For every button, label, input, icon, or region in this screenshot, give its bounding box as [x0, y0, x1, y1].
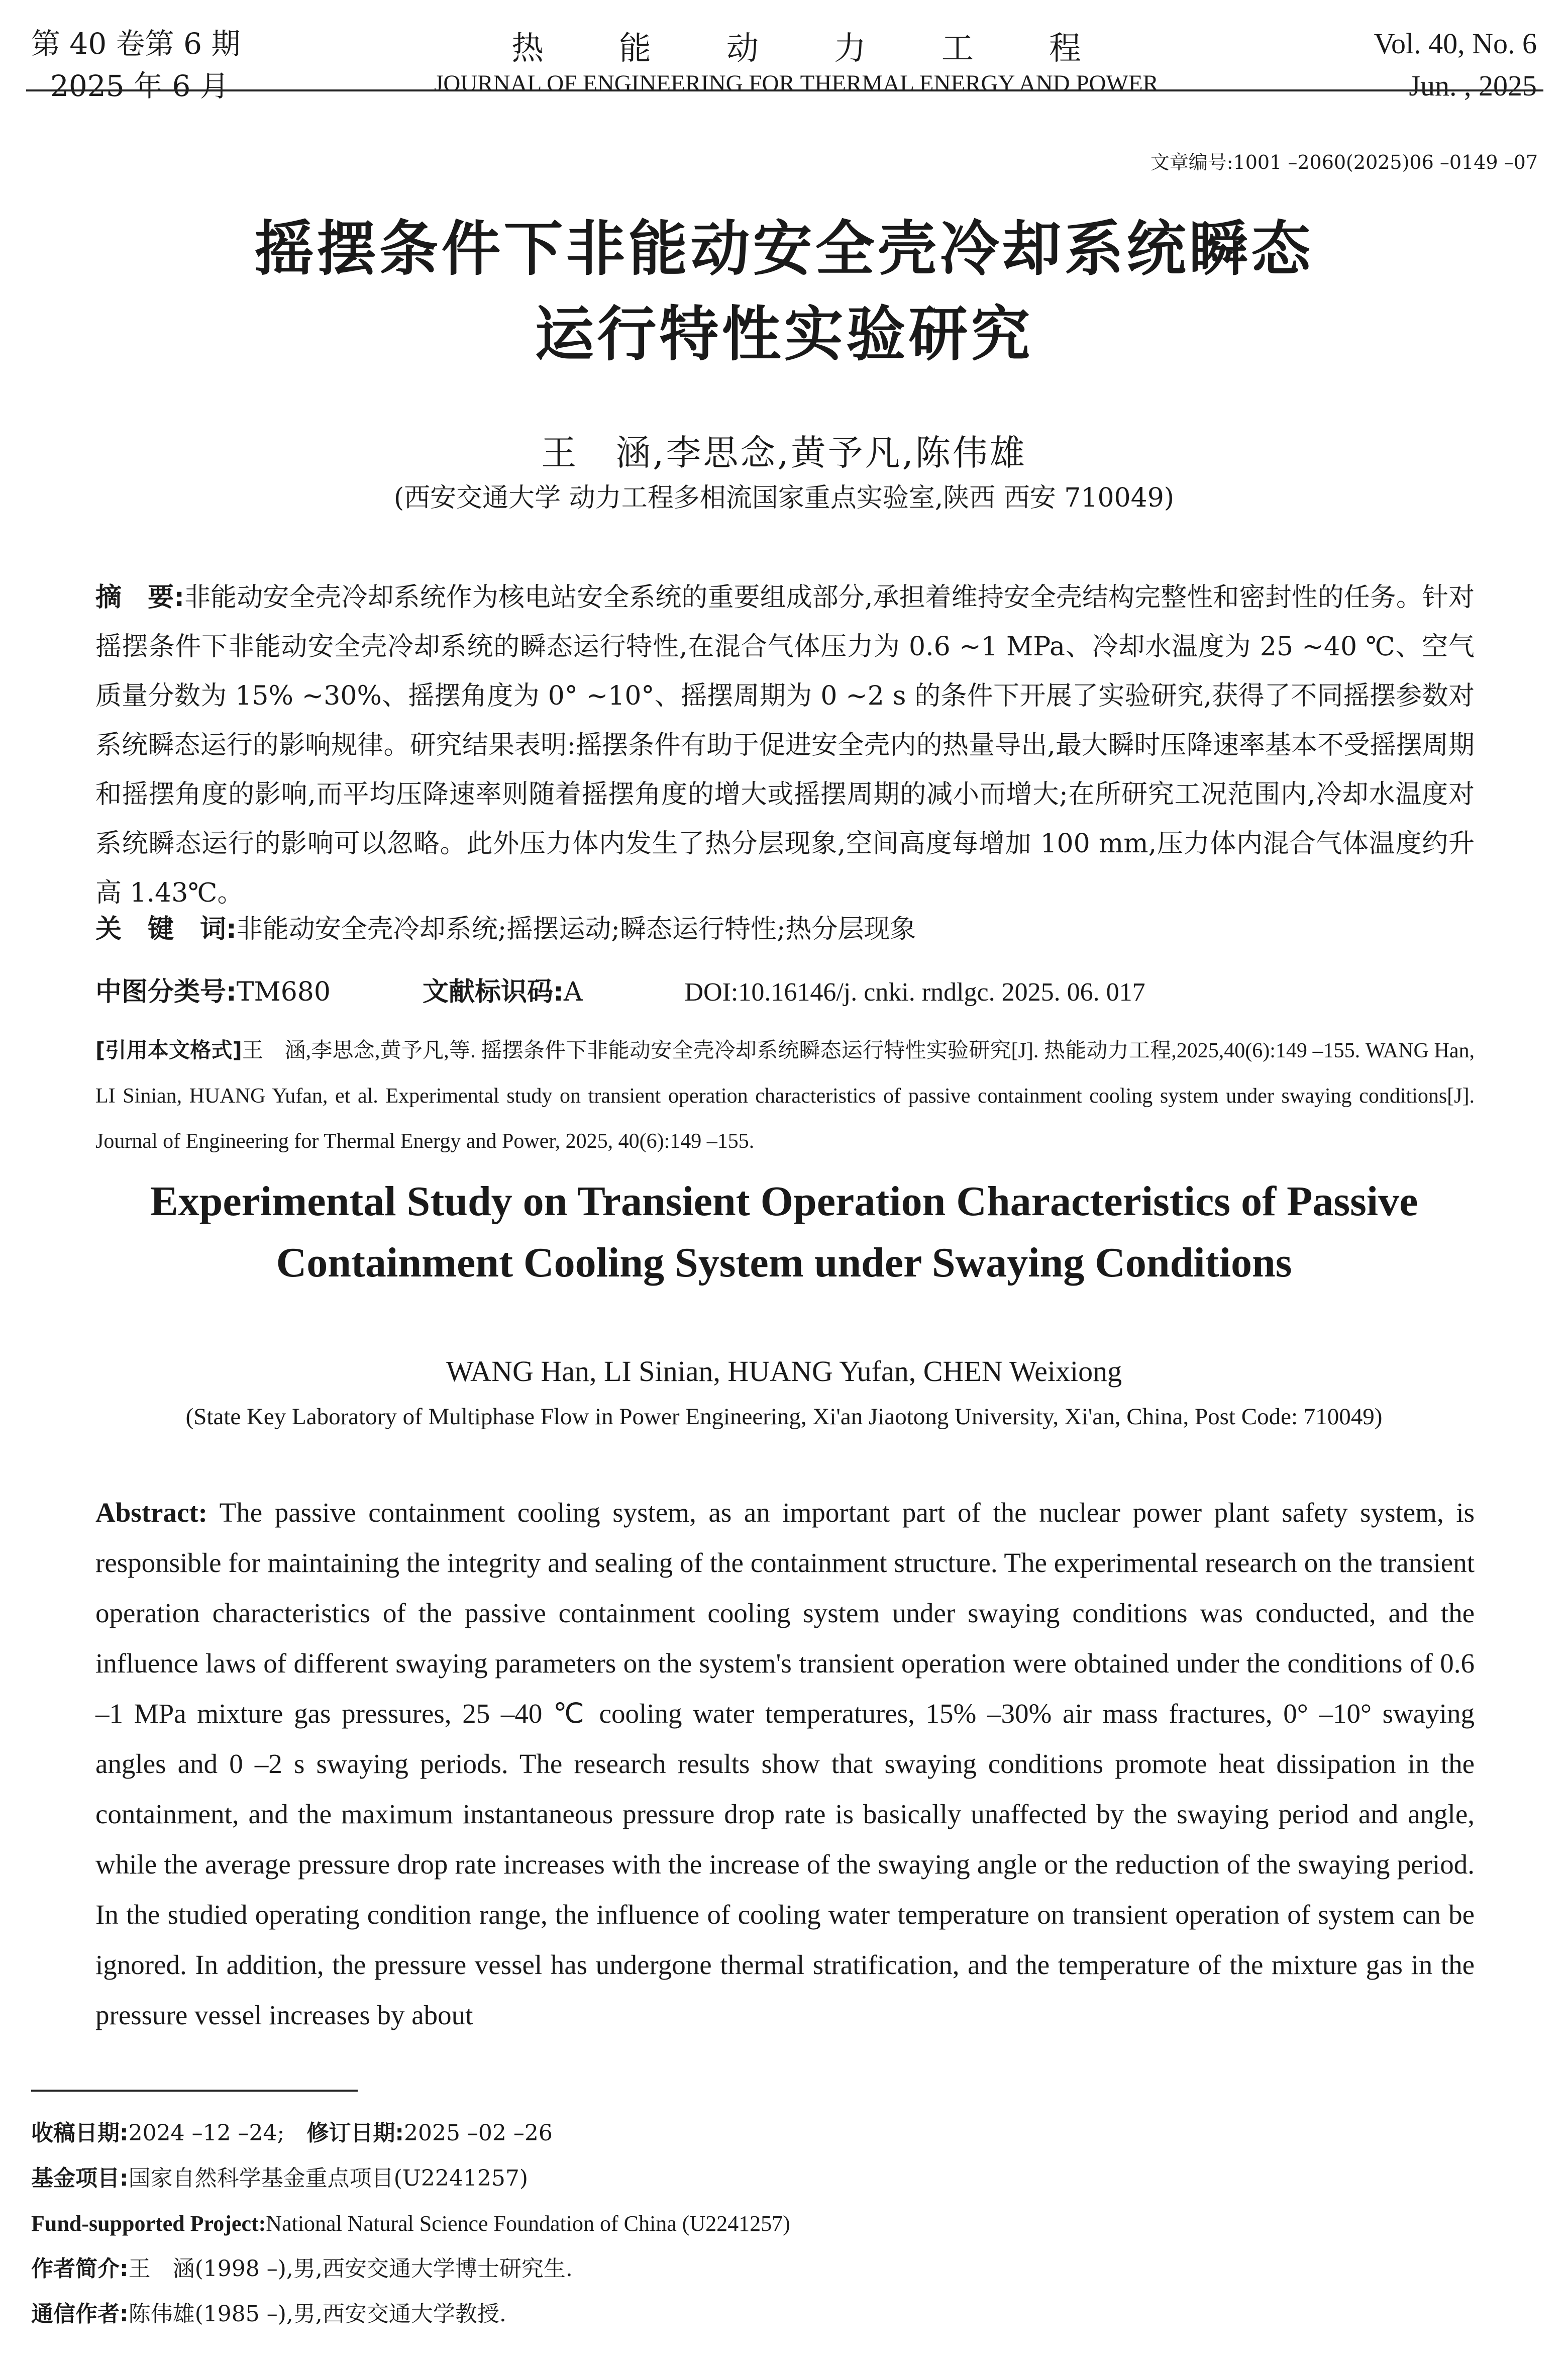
abstract-en-text: The passive containment cooling system, as an important part of the nuclear power plant safety system, is responsible for maintaining the integrity and sealing of the containment structure. The experimental research on the transient operation characteristics of the passive containment cooling system under swaying conditions was conducted, and the influence laws of different swaying parameters on the system's transient operation were obtained under the conditions of 0.6 –1 MPa mixture gas pressures, 25 –40 ℃ cooling water temperatures, 15% –30% air mass fractures, 0° –10° swaying angles and 0 –2 s swaying periods. The research results show that swaying conditions promote heat dissipation in the containment, and the maximum instantaneous pressure drop rate is basically unaffected by the swaying period and angle, while the average pressure drop rate increases with the increase of the swaying angle or the reduction of the swaying period. In the studied operating condition range, the influence of cooling water temperature on transient operation of system can be ignored. In addition, the pressure vessel has undergone thermal stratification, and the temperature of the mixture gas in the pressure vessel increases by about [95, 1497, 1475, 2030]
title-cn [0, 206, 1568, 377]
footnote-rule [31, 2090, 358, 2092]
footnote-fund-cn [31, 2163, 528, 2194]
citation [95, 1028, 1475, 1164]
date-cn: 2025 年 6 月 [50, 69, 229, 103]
citation-text: 王 涵,李思念,黄予凡,等. 摇摆条件下非能动安全壳冷却系统瞬态运行特性实验研究[J]. 热能动力工程,2025,40(6):149 –155. WANG Han, LI Sinian, HUANG Yufan, et al. Experimental study on transient operation characteristics of passive containment cooling system under swaying conditions[J]. Journal of Engineering for Thermal Energy and Power, 2025, 40(6):149 –155. [95, 1039, 1475, 1153]
footnote-author-bio [31, 2254, 573, 2284]
received-date: 2024 –12 –24; [128, 2120, 307, 2146]
clc-value: TM680 [236, 977, 331, 1007]
title-en [0, 1171, 1568, 1294]
header-center [384, 23, 1208, 97]
clc-label: 中图分类号: [95, 977, 237, 1007]
abstract-en-label: Abstract: [95, 1497, 207, 1528]
doi: DOI:10.16146/j. cnki. rndlgc. 2025. 06. 017 [684, 978, 1145, 1007]
authors-en: WANG Han, LI Sinian, HUANG Yufan, CHEN Weixiong [446, 1355, 1122, 1388]
footnote-corresponding [31, 2299, 506, 2329]
fund-cn-text: 国家自然科学基金重点项目(U2241257) [128, 2166, 528, 2191]
abstract-cn-label: 摘 要: [95, 582, 185, 613]
footnote-received [31, 2118, 553, 2148]
revised-date: 2025 –02 –26 [403, 2120, 553, 2146]
citation-label: [引用本文格式] [95, 1038, 242, 1062]
title-en-line-2: Containment Cooling System under Swaying Conditions [276, 1239, 1292, 1286]
article-number: 文章编号:1001 –2060(2025)06 –0149 –07 [1150, 151, 1538, 173]
authors-cn: 王 涵,李思念,黄予凡,陈伟雄 [541, 432, 1027, 473]
doc-code-value: A [563, 977, 583, 1007]
corresponding-text: 陈伟雄(1985 –),男,西安交通大学教授. [128, 2301, 506, 2327]
corresponding-label: 通信作者: [31, 2301, 129, 2327]
title-en-line-1: Experimental Study on Transient Operation Characteristics of Passive [150, 1178, 1418, 1225]
classification-line [95, 967, 1475, 1017]
affiliation-cn: (西安交通大学 动力工程多相流国家重点实验室,陕西 西安 710049) [393, 483, 1175, 513]
header-left [31, 23, 240, 107]
header-right [1374, 23, 1537, 107]
abstract-cn [95, 573, 1475, 918]
issue-cn: 第 40 卷第 6 期 [31, 27, 241, 61]
title-cn-line-2: 运行特性实验研究 [535, 300, 1033, 369]
title-cn-line-1: 摇摆条件下非能动安全壳冷却系统瞬态 [254, 214, 1314, 283]
doc-code-label: 文献标识码: [423, 977, 564, 1007]
journal-title-cn: 热能动力工程 [511, 30, 1157, 67]
fund-en-text: National Natural Science Foundation of China (U2241257) [266, 2211, 790, 2236]
author-bio-label: 作者简介: [31, 2256, 129, 2282]
revised-label: 修订日期: [306, 2120, 404, 2146]
abstract-cn-text: 非能动安全壳冷却系统作为核电站安全系统的重要组成部分,承担着维持安全壳结构完整性和密封性的任务。针对摇摆条件下非能动安全壳冷却系统的瞬态运行特性,在混合气体压力为 0.6 ~1 MPa、冷却水温度为 25 ~40 ℃、空气质量分数为 15% ~30%、摇摆角度为 0° ~10°、摇摆周期为 0 ~2 s 的条件下开展了实验研究,获得了不同摇摆参数对系统瞬态运行的影响规律。研究结果表明:摇摆条件有助于促进安全壳内的热量导出,最大瞬时压降速率基本不受摇摆周期和摇摆角度的影响,而平均压降速率则随着摇摆角度的增大或摇摆周期的减小而增大;在所研究工况范围内,冷却水温度对系统瞬态运行的影响可以忽略。此外压力体内发生了热分层现象,空间高度每增加 100 mm,压力体内混合气体温度约升高 1.43℃。 [95, 582, 1475, 908]
journal-title-en: JOURNAL OF ENGINEERING FOR THERMAL ENERGY AND POWER [434, 70, 1159, 96]
affiliation-en: (State Key Laboratory of Multiphase Flow in Power Engineering, Xi'an Jiaotong University, Xi'an, China, Post Code: 710049) [185, 1404, 1383, 1430]
author-bio-text: 王 涵(1998 –),男,西安交通大学博士研究生. [128, 2256, 573, 2282]
header-rule [26, 89, 1543, 91]
received-label: 收稿日期: [31, 2120, 129, 2146]
keywords-cn-label: 关 键 词: [95, 914, 237, 944]
volume-en: Vol. 40, No. 6 [1374, 27, 1537, 60]
abstract-en [95, 1488, 1475, 2040]
footnote-fund-en [31, 2209, 790, 2239]
keywords-cn-text: 非能动安全壳冷却系统;摇摆运动;瞬态运行特性;热分层现象 [236, 914, 916, 944]
fund-cn-label: 基金项目: [31, 2166, 129, 2191]
keywords-cn [95, 905, 1475, 954]
date-en: Jun. , 2025 [1409, 69, 1537, 102]
fund-en-label: Fund-supported Project: [31, 2211, 266, 2236]
